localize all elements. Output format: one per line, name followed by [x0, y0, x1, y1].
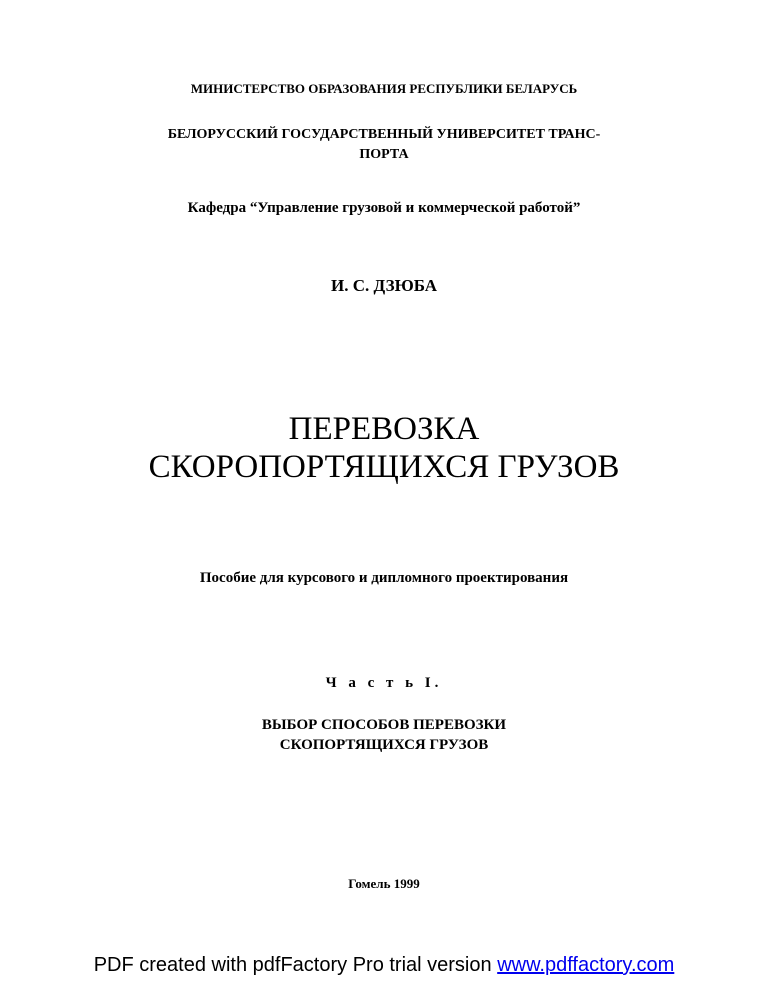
part-label: Ч а с т ь I. [325, 675, 443, 691]
ministry-heading: МИНИСТЕРСТВО ОБРАЗОВАНИЯ РЕСПУБЛИКИ БЕЛАРУСЬ [190, 81, 578, 96]
document-subtitle: Пособие для курсового и дипломного проектирования [199, 570, 569, 586]
pdffactory-link[interactable]: www.pdffactory.com [497, 954, 675, 976]
place-year: Гомель 1999 [348, 876, 420, 891]
part-title-line2: СКОПОРТЯЩИХСЯ ГРУЗОВ [279, 737, 489, 753]
document-title-line2: СКОРОПОРТЯЩИХСЯ ГРУЗОВ [148, 449, 620, 485]
part-title-line1: ВЫБОР СПОСОБОВ ПЕРЕВОЗКИ [261, 717, 507, 733]
university-heading-line1: БЕЛОРУССКИЙ ГОСУДАРСТВЕННЫЙ УНИВЕРСИТЕТ ТРАНС- [167, 127, 601, 142]
author-name: И. С. ДЗЮБА [330, 276, 438, 295]
pdf-footer [0, 955, 768, 975]
university-heading-line2: ПОРТА [359, 147, 409, 162]
document-title-line1: ПЕРЕВОЗКА [288, 411, 480, 447]
department-heading: Кафедра “Управление грузовой и коммерческой работой” [187, 200, 581, 216]
pdf-footer-text: PDF created with pdfFactory Pro trial version [93, 954, 498, 976]
